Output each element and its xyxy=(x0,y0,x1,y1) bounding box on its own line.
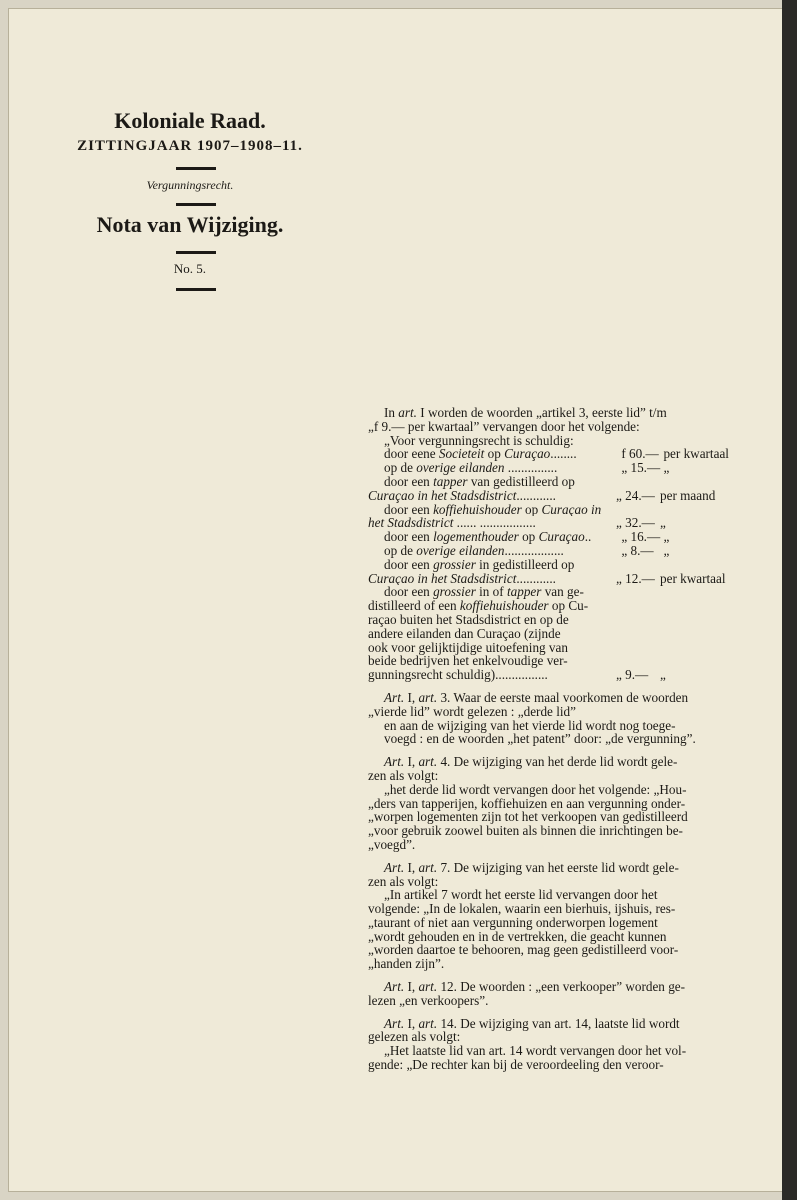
section-line: „In artikel 7 wordt het eerste lid vervangen door het xyxy=(384,887,658,903)
rate-unit xyxy=(663,475,740,489)
rate-unit: „ xyxy=(663,542,670,558)
section-line: „voegd”. xyxy=(368,836,416,852)
rate-amount xyxy=(621,503,663,517)
rate-unit: per kwartaal xyxy=(663,446,729,462)
divider xyxy=(176,288,216,291)
rate-amount xyxy=(621,558,663,572)
divider xyxy=(176,167,216,170)
rate-row: door een logementhouder op Curaçao.. „ 16.— „ xyxy=(368,530,740,544)
amendment-section xyxy=(368,861,740,971)
rate-unit: „ xyxy=(663,460,670,476)
amendment-section xyxy=(368,1017,740,1072)
section-line: gelezen als volgt: xyxy=(368,1029,461,1045)
divider xyxy=(176,251,216,254)
section-line: gende: „De rechter kan bij de veroordeeling den veroor- xyxy=(368,1057,664,1073)
section-heading-line: Art. I, art. 14. De wijziging van art. 14, laatste lid wordt xyxy=(384,1015,680,1031)
section-line: lezen „en verkoopers”. xyxy=(368,992,489,1008)
subject: Vergunningsrecht. xyxy=(146,178,234,192)
document-title: Nota van Wijziging. xyxy=(96,212,284,237)
rate-row: op de overige eilanden.................. „ 8.— „ xyxy=(368,544,740,558)
rate-amount: f 60.— xyxy=(621,446,659,462)
session-year: ZITTINGJAAR 1907–1908–11. xyxy=(77,138,303,154)
section-line: en aan de wijziging van het vierde lid wordt nog toege- xyxy=(384,717,676,733)
rate-unit xyxy=(663,503,740,517)
rate-row: het Stadsdistrict ...... ................. „ 32.— „ xyxy=(368,516,740,530)
rate-unit: „ xyxy=(660,515,666,531)
section-heading-line: Art. I, art. 4. De wijziging van het derde lid wordt gele- xyxy=(384,754,678,770)
section-line: „vierde lid” wordt gelezen : „derde lid” xyxy=(368,703,576,719)
scan-edge xyxy=(782,0,797,1200)
section-line: „wordt gehouden en in de vertrekken, die geacht kunnen xyxy=(368,928,667,944)
rate-row: door een grossier in gedistilleerd op xyxy=(368,558,740,572)
rate-amount xyxy=(621,475,663,489)
section-line: „voor gebruik zoowel buiten als binnen die inrichtingen be- xyxy=(368,823,683,839)
section-line: voegd : en de woorden „het patent” door: „de vergunning”. xyxy=(384,731,696,747)
section-line: „worpen logementen zijn tot het verkoopen van gedistilleerd xyxy=(368,809,688,825)
section-heading-line: Art. I, art. 12. De woorden : „een verkooper” worden ge- xyxy=(384,979,686,995)
section-line: zen als volgt: xyxy=(368,767,439,783)
rate-amount: „ 9.— xyxy=(616,667,649,683)
intro-line: In art. I worden de woorden „artikel 3, eerste lid” t/m xyxy=(384,405,667,420)
section-line: „handen zijn”. xyxy=(368,956,445,972)
intro-line: „f 9.— per kwartaal” vervangen door het volgende: xyxy=(368,418,640,434)
amendment-sections xyxy=(368,682,740,1072)
rate-amount: „ 8.— xyxy=(621,542,654,558)
grossier-paragraph: door een grossier in of tapper van ge- distilleerd of een koffiehuishouder op Cu- raçao buiten het Stadsdistrict en op de andere eilanden dan Curaçao (zijnde ook voor gelijktijdige uitoefening van beide bedrijven het enkelvoudige ver- gunningsrecht schuldig)................ „ 9.— „ xyxy=(368,585,740,682)
intro-line: „Voor vergunningsrecht is schuldig: xyxy=(384,432,574,448)
council-title: Koloniale Raad. xyxy=(114,108,266,133)
rate-row: Curaçao in het Stadsdistrict............ „ 12.— per kwartaal xyxy=(368,572,740,586)
rate-row: door een koffiehuishouder op Curaçao in xyxy=(368,503,740,517)
rate-row: op de overige eilanden ............... „ 15.— „ xyxy=(368,461,740,475)
section-line: zen als volgt: xyxy=(368,873,439,889)
rate-amount: „ 15.— xyxy=(621,460,661,476)
section-line: volgende: „In de lokalen, waarin een bierhuis, ijshuis, res- xyxy=(368,901,676,917)
section-heading-line: Art. I, art. 3. Waar de eerste maal voorkomen de woorden xyxy=(384,689,689,705)
amendment-text xyxy=(368,406,740,1072)
rate-row: door eene Societeit op Curaçao........ f 60.— per kwartaal xyxy=(368,447,740,461)
section-line: „ders van tapperijen, koffiehuizen en aan vergunning onder- xyxy=(368,795,686,811)
rate-amount: „ 24.— xyxy=(616,487,655,503)
rate-unit: „ xyxy=(663,529,670,545)
amendment-section xyxy=(368,980,740,1008)
rate-amount: „ 12.— xyxy=(616,570,655,586)
section-line: „het derde lid wordt vervangen door het volgende: „Hou- xyxy=(384,781,687,797)
rate-unit xyxy=(663,558,740,572)
section-heading-line: Art. I, art. 7. De wijziging van het eerste lid wordt gele- xyxy=(384,859,679,875)
document-number: No. 5. xyxy=(173,261,207,276)
rate-unit: per kwartaal xyxy=(660,570,726,586)
divider xyxy=(176,203,216,206)
amendment-section xyxy=(368,691,740,746)
rate-row: door een tapper van gedistilleerd op xyxy=(368,475,740,489)
rate-table xyxy=(368,447,740,585)
rate-row: Curaçao in het Stadsdistrict............ „ 24.— per maand xyxy=(368,489,740,503)
rate-row: gunningsrecht schuldig)................ „ 9.— „ xyxy=(368,668,740,682)
rate-amount: „ 32.— xyxy=(616,515,655,531)
amendment-section xyxy=(368,755,740,852)
section-line: „Het laatste lid van art. 14 wordt vervangen door het vol- xyxy=(384,1043,687,1059)
rate-unit: „ xyxy=(660,667,666,683)
rate-unit: per maand xyxy=(660,487,716,503)
rate-amount: „ 16.— xyxy=(621,529,661,545)
section-line: „taurant of niet aan vergunning onderworpen logement xyxy=(368,914,658,930)
section-line: „worden daartoe te behooren, mag geen gedistilleerd voor- xyxy=(368,942,679,958)
